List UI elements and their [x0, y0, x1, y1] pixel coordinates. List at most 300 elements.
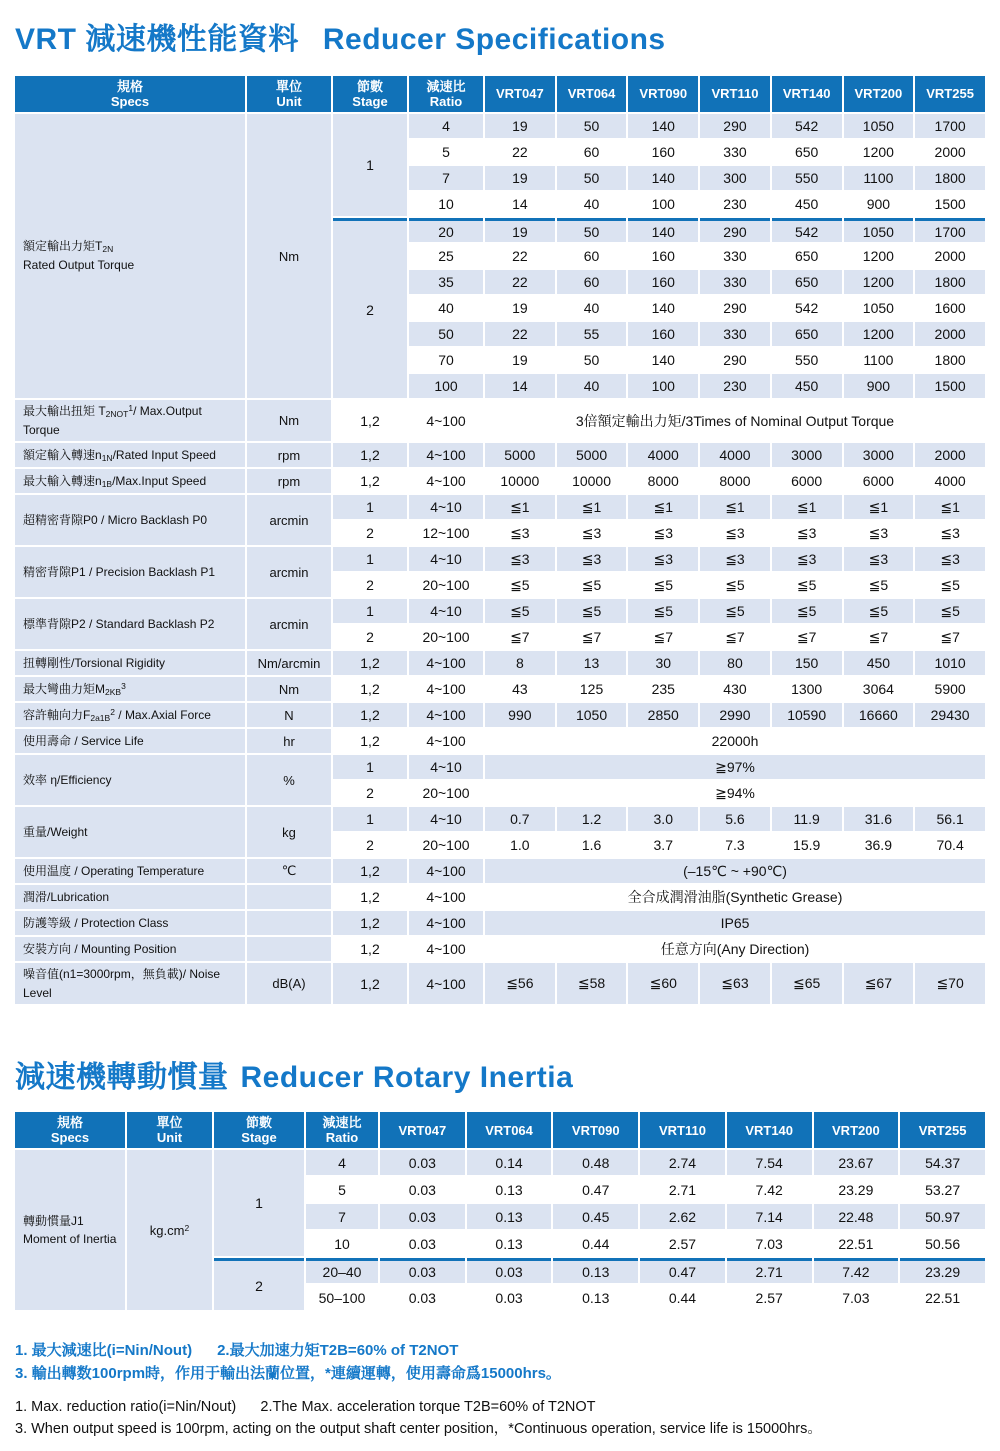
- label-text: 額定輸入轉速n: [23, 447, 102, 462]
- max-bending-moment-unit: Nm: [247, 677, 331, 701]
- max-input-speed-row: [15, 469, 985, 493]
- value-cell: ≦7: [772, 625, 842, 649]
- label-text: 使用壽命 / Service Life: [23, 733, 144, 748]
- value-span-cell: 任意方向(Any Direction): [485, 937, 985, 961]
- value-cell: 450: [772, 192, 842, 216]
- value-cell: 140: [628, 296, 698, 320]
- stage-cell: 1,2: [333, 651, 407, 675]
- ratio-cell: 20~100: [409, 573, 483, 597]
- torsional-rigidity-unit: Nm/arcmin: [247, 651, 331, 675]
- ratio-cell: 4~100: [409, 937, 483, 961]
- value-cell: 330: [700, 322, 770, 346]
- max-axial-force-unit: N: [247, 703, 331, 727]
- value-cell: ≦3: [915, 547, 985, 571]
- value-cell: 54.37: [900, 1150, 985, 1175]
- inertia-title-en: Reducer Rotary Inertia: [240, 1061, 574, 1095]
- value-cell: 330: [700, 140, 770, 164]
- moment-of-inertia-label: [15, 1150, 125, 1310]
- value-cell: ≦3: [485, 547, 555, 571]
- value-span-cell: ≧94%: [485, 781, 985, 805]
- value-cell: ≦7: [700, 625, 770, 649]
- value-cell: 100: [628, 374, 698, 398]
- ratio-cell: 50: [409, 322, 483, 346]
- value-cell: 2990: [700, 703, 770, 727]
- label-text: Rated Output Torque: [23, 258, 135, 272]
- value-cell: 230: [700, 192, 770, 216]
- value-cell: 7.3: [700, 833, 770, 857]
- stage-cell: 1,2: [333, 443, 407, 467]
- value-cell: ≦5: [844, 599, 914, 623]
- value-cell: 4000: [628, 443, 698, 467]
- ratio-cell: 4~10: [409, 755, 483, 779]
- value-cell: 160: [628, 322, 698, 346]
- value-cell: 7.14: [727, 1204, 812, 1229]
- value-cell: 50.97: [900, 1204, 985, 1229]
- label-text: 重量/Weight: [23, 824, 88, 839]
- value-cell: ≦3: [700, 521, 770, 545]
- value-cell: 2000: [915, 244, 985, 268]
- value-cell: 53.27: [900, 1177, 985, 1202]
- value-cell: ≦5: [628, 599, 698, 623]
- spec-head: [15, 76, 985, 112]
- value-cell: ≦3: [557, 547, 627, 571]
- subscript: 1N: [101, 452, 113, 463]
- max-bending-moment-label: [15, 677, 245, 701]
- label-text: 最大輸入轉速n: [23, 473, 102, 488]
- value-cell: 5000: [557, 443, 627, 467]
- header-label-en: Ratio: [325, 1130, 359, 1146]
- inertia-col-header-model: VRT110: [640, 1112, 725, 1148]
- footnote-en-2: 3. When output speed is 100rpm, acting on the output shaft center position，*Continuous operation, service life is 15000hrs。: [15, 1421, 822, 1438]
- spec-col-header-model: VRT255: [915, 76, 985, 112]
- superscript: 1: [128, 403, 134, 413]
- subscript: 2NOT: [105, 409, 129, 419]
- header-label-en: Specs: [110, 94, 150, 109]
- protection-class-label: [15, 911, 245, 935]
- superscript: 2: [184, 1222, 190, 1233]
- value-cell: 22.51: [900, 1285, 985, 1310]
- ratio-cell: 4~100: [409, 400, 483, 441]
- ratio-cell: 10: [409, 192, 483, 216]
- rated-output-torque-row: [15, 114, 985, 138]
- value-cell: 650: [772, 270, 842, 294]
- max-output-torque-unit: Nm: [247, 400, 331, 441]
- header-label-en: Ratio: [429, 94, 463, 109]
- stage-cell: 1: [333, 599, 407, 623]
- value-cell: 30: [628, 651, 698, 675]
- lubrication-unit: [247, 885, 331, 909]
- value-cell: 50: [557, 166, 627, 190]
- value-cell: 50: [557, 218, 627, 242]
- value-cell: 0.03: [380, 1177, 465, 1202]
- value-cell: ≦5: [485, 599, 555, 623]
- header-label-zh: 單位: [156, 1115, 183, 1131]
- footnote-gap: [15, 1385, 987, 1397]
- max-output-torque-label: [15, 400, 245, 441]
- micro-backlash-p0-unit: arcmin: [247, 495, 331, 545]
- ratio-cell: 70: [409, 348, 483, 372]
- weight-label: [15, 807, 245, 857]
- value-cell: 160: [628, 140, 698, 164]
- value-cell: 0.03: [380, 1204, 465, 1229]
- value-cell: 1050: [844, 296, 914, 320]
- value-cell: 0.03: [380, 1258, 465, 1283]
- stage-cell: 2: [333, 625, 407, 649]
- footnote-en-1: 1. Max. reduction ratio(i=Nin/Nout) 2.The Max. acceleration torque T2B=60% of T2NOT: [15, 1399, 596, 1416]
- value-cell: ≦3: [915, 521, 985, 545]
- value-cell: 0.03: [380, 1231, 465, 1256]
- micro-backlash-p0-label: [15, 495, 245, 545]
- spec-sheet-page: [13, 14, 987, 1441]
- value-cell: 60: [557, 270, 627, 294]
- stage-cell: 2: [333, 521, 407, 545]
- value-cell: 2.74: [640, 1150, 725, 1175]
- ratio-cell: 4~10: [409, 807, 483, 831]
- header-label-zh: 規格: [116, 78, 143, 94]
- inertia-col-header-specs: [15, 1112, 125, 1148]
- reducer-specifications-table: [13, 74, 987, 1006]
- micro-backlash-p0-row: [15, 495, 985, 519]
- value-cell: 4000: [915, 469, 985, 493]
- value-cell: 0.14: [467, 1150, 552, 1175]
- ratio-cell: 40: [409, 296, 483, 320]
- value-cell: 1600: [915, 296, 985, 320]
- value-cell: 330: [700, 244, 770, 268]
- inertia-table-title: [15, 1052, 987, 1096]
- spec-title-en: Reducer Specifications: [322, 23, 666, 56]
- subscript: 1B: [101, 478, 113, 489]
- rated-input-speed-label: [15, 443, 245, 467]
- value-cell: 550: [772, 348, 842, 372]
- value-cell: 1800: [915, 348, 985, 372]
- noise-level-row: [15, 963, 985, 1004]
- inertia-col-header-model: VRT090: [553, 1112, 638, 1148]
- header-label-en: Stage: [241, 1130, 277, 1146]
- value-cell: ≦63: [700, 963, 770, 1004]
- header-label-zh: 單位: [275, 78, 302, 94]
- value-cell: 40: [557, 374, 627, 398]
- value-cell: 1100: [844, 166, 914, 190]
- spec-title-zh: VRT 減速機性能資料: [15, 23, 299, 56]
- header-label-zh: 節數: [356, 78, 383, 94]
- ratio-cell: 4~100: [409, 443, 483, 467]
- value-cell: 60: [557, 244, 627, 268]
- inertia-head: [15, 1112, 985, 1148]
- value-cell: 22: [485, 270, 555, 294]
- protection-class-unit: [247, 911, 331, 935]
- value-cell: 29430: [915, 703, 985, 727]
- value-cell: 2.71: [640, 1177, 725, 1202]
- value-cell: 22.51: [814, 1231, 899, 1256]
- stage-cell: 2: [333, 573, 407, 597]
- inertia-title-zh: 減速機轉動慣量: [15, 1061, 229, 1095]
- value-span-cell: 全合成潤滑油脂(Synthetic Grease): [485, 885, 985, 909]
- label-text: Moment of Inertia: [23, 1232, 117, 1247]
- value-cell: 55: [557, 322, 627, 346]
- label-text: 標準背隙P2 / Standard Backlash P2: [23, 616, 215, 631]
- stage-cell: 2: [333, 218, 407, 398]
- ratio-cell: 4~100: [409, 911, 483, 935]
- label-text: 最大彎曲力矩M: [23, 681, 105, 696]
- footnote-zh-2: 3. 輸出轉数100rpm時，作用于輸出法蘭位置，*連續運轉，使用壽命爲15000hrs。: [15, 1364, 561, 1382]
- rated-output-torque-unit: Nm: [247, 114, 331, 398]
- spec-col-header-model: VRT090: [628, 76, 698, 112]
- value-cell: 8000: [700, 469, 770, 493]
- value-cell: 290: [700, 218, 770, 242]
- label-text: 最大輸出扭矩 T: [23, 404, 106, 418]
- label-text: 噪音值(n1=3000rpm，無負載)/ Noise Level: [23, 967, 221, 1000]
- value-cell: 140: [628, 166, 698, 190]
- value-cell: ≦56: [485, 963, 555, 1004]
- value-cell: 230: [700, 374, 770, 398]
- standard-backlash-p2-unit: arcmin: [247, 599, 331, 649]
- value-cell: 40: [557, 192, 627, 216]
- ratio-cell: 4~100: [409, 651, 483, 675]
- stage-cell: 1,2: [333, 677, 407, 701]
- value-cell: 0.03: [467, 1258, 552, 1283]
- value-cell: 290: [700, 296, 770, 320]
- value-cell: ≦70: [915, 963, 985, 1004]
- value-cell: ≦3: [772, 521, 842, 545]
- value-cell: 542: [772, 114, 842, 138]
- torsional-rigidity-row: [15, 651, 985, 675]
- inertia-col-header-model: VRT200: [814, 1112, 899, 1148]
- label-text: 潤滑/Lubrication: [23, 889, 110, 904]
- value-cell: 1.2: [557, 807, 627, 831]
- spec-col-header-model: VRT047: [485, 76, 555, 112]
- value-cell: 5000: [485, 443, 555, 467]
- value-cell: 650: [772, 140, 842, 164]
- value-cell: 1500: [915, 374, 985, 398]
- value-cell: 0.13: [467, 1231, 552, 1256]
- value-cell: 0.7: [485, 807, 555, 831]
- value-cell: 31.6: [844, 807, 914, 831]
- label-text: /Max.Input Speed: [112, 473, 207, 488]
- label-text: 防護等級 / Protection Class: [23, 915, 169, 930]
- ratio-cell: 7: [409, 166, 483, 190]
- spec-col-header-model: VRT064: [557, 76, 627, 112]
- value-cell: 450: [772, 374, 842, 398]
- value-cell: ≦3: [628, 521, 698, 545]
- label-text: /Rated Input Speed: [112, 447, 216, 462]
- ratio-cell: 100: [409, 374, 483, 398]
- ratio-cell: 25: [409, 244, 483, 268]
- value-cell: 7.03: [814, 1285, 899, 1310]
- ratio-cell: 4: [306, 1150, 378, 1175]
- value-cell: 900: [844, 192, 914, 216]
- stage-cell: 1,2: [333, 885, 407, 909]
- mounting-position-label: [15, 937, 245, 961]
- value-cell: 16660: [844, 703, 914, 727]
- value-cell: ≦3: [485, 521, 555, 545]
- value-cell: 8: [485, 651, 555, 675]
- weight-unit: kg: [247, 807, 331, 857]
- precision-backlash-p1-row: [15, 547, 985, 571]
- max-input-speed-label: [15, 469, 245, 493]
- stage-cell: 2: [333, 833, 407, 857]
- value-cell: 550: [772, 166, 842, 190]
- value-cell: 1050: [844, 114, 914, 138]
- moment-of-inertia-row: [15, 1150, 985, 1175]
- value-cell: ≦65: [772, 963, 842, 1004]
- label-text: 使用温度 / Operating Temperature: [23, 863, 205, 878]
- ratio-cell: 20~100: [409, 781, 483, 805]
- mounting-position-unit: [247, 937, 331, 961]
- value-cell: ≦7: [557, 625, 627, 649]
- moment-of-inertia-unit: [127, 1150, 212, 1310]
- ratio-cell: 20: [409, 218, 483, 242]
- spec-header-row: [15, 76, 985, 112]
- value-cell: 0.13: [553, 1258, 638, 1283]
- spec-table-title: [15, 14, 987, 58]
- header-label-en: Stage: [352, 94, 388, 109]
- value-cell: 50.56: [900, 1231, 985, 1256]
- stage-cell: 1,2: [333, 911, 407, 935]
- value-cell: 1800: [915, 166, 985, 190]
- label-text: 安裝方向 / Mounting Position: [23, 941, 177, 956]
- label-text: 容許軸向力F: [23, 707, 91, 722]
- value-cell: 2.57: [727, 1285, 812, 1310]
- value-cell: 0.45: [553, 1204, 638, 1229]
- value-cell: ≦3: [844, 547, 914, 571]
- value-cell: ≦1: [915, 495, 985, 519]
- value-cell: ≦5: [557, 573, 627, 597]
- value-cell: ≦1: [844, 495, 914, 519]
- value-cell: 0.47: [553, 1177, 638, 1202]
- standard-backlash-p2-row: [15, 599, 985, 623]
- spec-col-header-model: VRT200: [844, 76, 914, 112]
- stage-cell: 1,2: [333, 400, 407, 441]
- value-cell: 0.03: [380, 1285, 465, 1310]
- ratio-cell: 10: [306, 1231, 378, 1256]
- noise-level-unit: dB(A): [247, 963, 331, 1004]
- value-cell: ≦1: [485, 495, 555, 519]
- value-cell: 0.44: [640, 1285, 725, 1310]
- value-cell: ≦5: [700, 573, 770, 597]
- value-cell: ≦5: [557, 599, 627, 623]
- value-cell: 22: [485, 140, 555, 164]
- stage-cell: 1,2: [333, 859, 407, 883]
- inertia-col-header-stage: [214, 1112, 304, 1148]
- inertia-col-header-model: VRT047: [380, 1112, 465, 1148]
- value-cell: 80: [700, 651, 770, 675]
- value-cell: 6000: [844, 469, 914, 493]
- spec-body: [15, 114, 985, 1004]
- weight-row: [15, 807, 985, 831]
- value-cell: ≦5: [628, 573, 698, 597]
- inertia-header-row: [15, 1112, 985, 1148]
- value-cell: 300: [700, 166, 770, 190]
- value-cell: 0.44: [553, 1231, 638, 1256]
- stage-cell: 1: [333, 114, 407, 216]
- protection-class-row: [15, 911, 985, 935]
- ratio-cell: 50–100: [306, 1285, 378, 1310]
- footnote-zh-1: 1. 最大減速比(i=Nin/Nout) 2.最大加速力矩T2B=60% of T2NOT: [15, 1342, 459, 1360]
- header-label-zh: 節數: [245, 1115, 272, 1131]
- value-cell: 7.54: [727, 1150, 812, 1175]
- value-cell: 1100: [844, 348, 914, 372]
- value-cell: ≦7: [915, 625, 985, 649]
- stage-cell: 1: [333, 547, 407, 571]
- ratio-cell: 4: [409, 114, 483, 138]
- value-cell: 22: [485, 244, 555, 268]
- inertia-col-header-ratio: [306, 1112, 378, 1148]
- stage-cell: 2: [214, 1258, 304, 1310]
- value-cell: 19: [485, 348, 555, 372]
- value-cell: 14: [485, 374, 555, 398]
- header-label-en: Unit: [156, 1130, 183, 1146]
- lubrication-label: [15, 885, 245, 909]
- value-cell: 3000: [844, 443, 914, 467]
- header-label-zh: 規格: [56, 1115, 83, 1131]
- max-axial-force-row: [15, 703, 985, 727]
- mounting-position-row: [15, 937, 985, 961]
- stage-cell: 2: [333, 781, 407, 805]
- value-cell: ≦7: [485, 625, 555, 649]
- operating-temperature-unit: ℃: [247, 859, 331, 883]
- value-cell: 290: [700, 348, 770, 372]
- spec-col-header-specs: [15, 76, 245, 112]
- value-span-cell: 3倍額定輸出力矩/3Times of Nominal Output Torque: [485, 400, 985, 441]
- value-cell: 2850: [628, 703, 698, 727]
- value-cell: 2000: [915, 140, 985, 164]
- value-cell: 2000: [915, 443, 985, 467]
- value-cell: ≦7: [844, 625, 914, 649]
- label-text: 扭轉剛性/Torsional Rigidity: [23, 655, 166, 670]
- value-cell: ≦5: [915, 599, 985, 623]
- label-text: / Max.Output Torque: [23, 404, 202, 437]
- value-cell: 1200: [844, 140, 914, 164]
- value-cell: 5.6: [700, 807, 770, 831]
- inertia-col-header-unit: [127, 1112, 212, 1148]
- spec-col-header-model: VRT140: [772, 76, 842, 112]
- value-cell: 1700: [915, 114, 985, 138]
- value-span-cell: (–15℃ ~ +90℃): [485, 859, 985, 883]
- max-output-torque-row: [15, 400, 985, 441]
- value-cell: 1200: [844, 244, 914, 268]
- value-cell: 140: [628, 348, 698, 372]
- superscript: 3: [121, 680, 126, 691]
- value-span-cell: ≧97%: [485, 755, 985, 779]
- value-cell: 1500: [915, 192, 985, 216]
- label-text: 超精密背隙P0 / Micro Backlash P0: [23, 512, 208, 527]
- value-cell: 650: [772, 244, 842, 268]
- header-label-en: Unit: [276, 94, 302, 109]
- value-cell: 1800: [915, 270, 985, 294]
- value-cell: ≦5: [844, 573, 914, 597]
- value-cell: ≦5: [772, 573, 842, 597]
- stage-cell: 1: [214, 1150, 304, 1256]
- efficiency-row: [15, 755, 985, 779]
- ratio-cell: 7: [306, 1204, 378, 1229]
- value-cell: 10000: [485, 469, 555, 493]
- value-cell: 1.0: [485, 833, 555, 857]
- value-cell: 1300: [772, 677, 842, 701]
- header-label-en: Specs: [50, 1130, 90, 1146]
- stage-cell: 1,2: [333, 703, 407, 727]
- lubrication-row: [15, 885, 985, 909]
- value-cell: 10590: [772, 703, 842, 727]
- value-cell: 23.67: [814, 1150, 899, 1175]
- value-cell: 50: [557, 348, 627, 372]
- ratio-cell: 4~100: [409, 963, 483, 1004]
- value-cell: 19: [485, 166, 555, 190]
- value-cell: 100: [628, 192, 698, 216]
- label-text: 精密背隙P1 / Precision Backlash P1: [23, 564, 216, 579]
- value-cell: 0.48: [553, 1150, 638, 1175]
- rated-input-speed-row: [15, 443, 985, 467]
- value-cell: 6000: [772, 469, 842, 493]
